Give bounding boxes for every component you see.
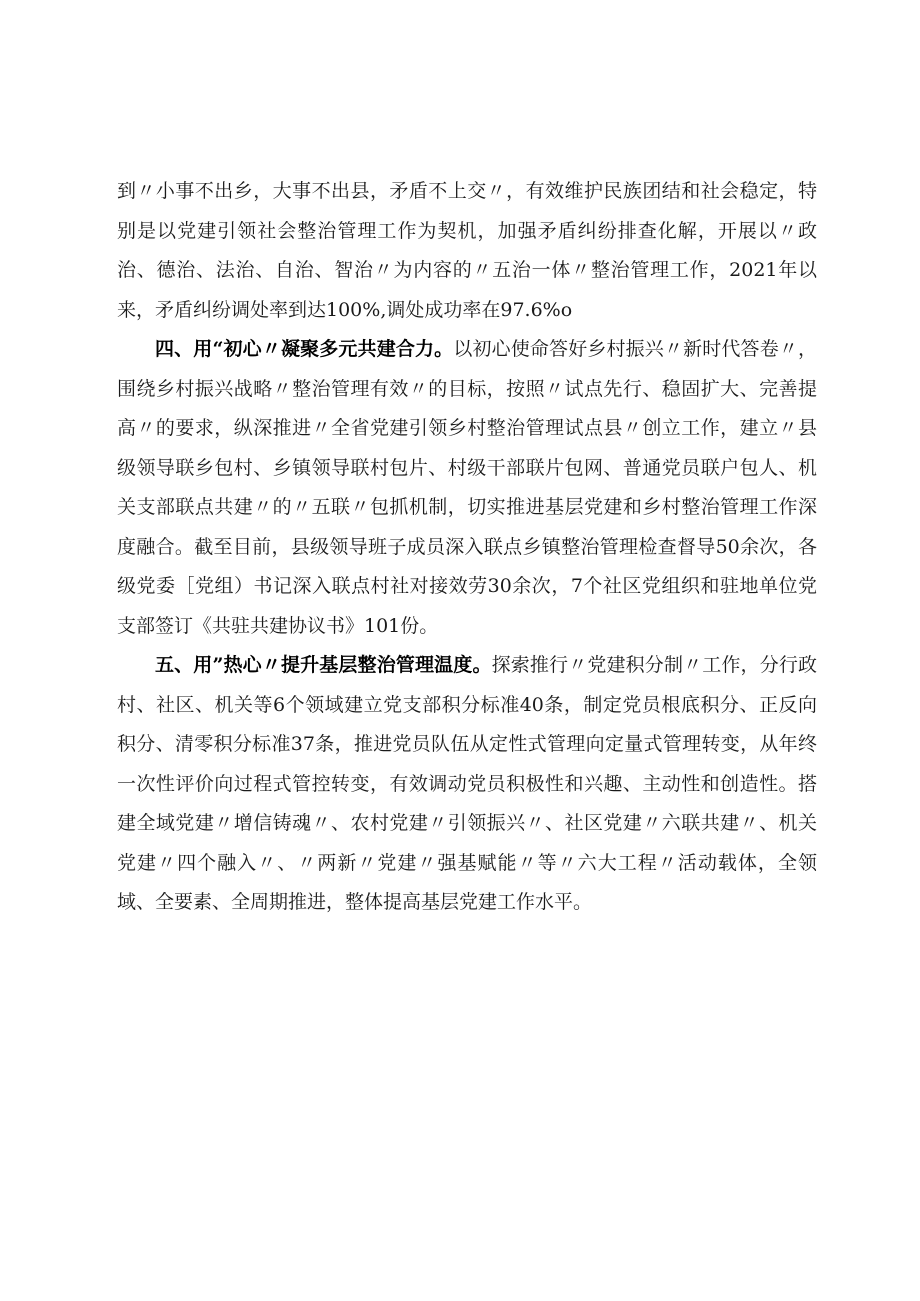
document-body bbox=[117, 172, 817, 923]
paragraph-body: 到〃小事不出乡，大事不出县，矛盾不上交〃，有效维护民族团结和社会稳定，特别是以党建引领社会整治管理工作为契机，加强矛盾纠纷排查化解，开展以〃政治、德治、法治、自治、智治〃为内容的〃五治一体〃整治管理工作，2021年以来，矛盾纠纷调处率到达100%,调处成功率在97.6%o bbox=[117, 180, 817, 321]
section-heading: 五、用”热心〃提升基层整治管理温度。 bbox=[155, 654, 492, 676]
section-heading: 四、用“初心〃凝聚多元共建合力。 bbox=[155, 338, 454, 360]
paragraph-body: 以初心使命答好乡村振兴〃新时代答卷〃，围绕乡村振兴战略〃整治管理有效〃的目标，按照〃试点先行、稳固扩大、完善提高〃的要求，纵深推进〃全省党建引领乡村整治管理试点县〃创立工作，建立〃县级领导联乡包村、乡镇领导联村包片、村级干部联片包网、普通党员联户包人、机关支部联点共建〃的〃五联〃包抓机制，切实推进基层党建和乡村整治管理工作深度融合。截至目前，县级领导班子成员深入联点乡镇整治管理检查督导50余次，各级党委［党组）书记深入联点村社对接效劳30余次，7个社区党组织和驻地单位党支部签订《共驻共建协议书》101份。 bbox=[117, 338, 817, 637]
paragraph-body: 探索推行〃党建积分制〃工作，分行政村、社区、机关等6个领域建立党支部积分标准40条，制定党员根底积分、正反向积分、清零积分标准37条，推进党员队伍从定性式管理向定量式管理转变，从年终一次性评价向过程式管控转变，有效调动党员积极性和兴趣、主动性和创造性。搭建全域党建〃增信铸魂〃、农村党建〃引领振兴〃、社区党建〃六联共建〃、机关党建〃四个融入〃、〃两新〃党建〃强基赋能〃等〃六大工程〃活动载体，全领域、全要素、全周期推进，整体提高基层党建工作水平。 bbox=[117, 654, 817, 913]
paragraph-continuation bbox=[117, 172, 817, 330]
paragraph-section-four bbox=[117, 330, 817, 646]
paragraph-section-five bbox=[117, 646, 817, 923]
